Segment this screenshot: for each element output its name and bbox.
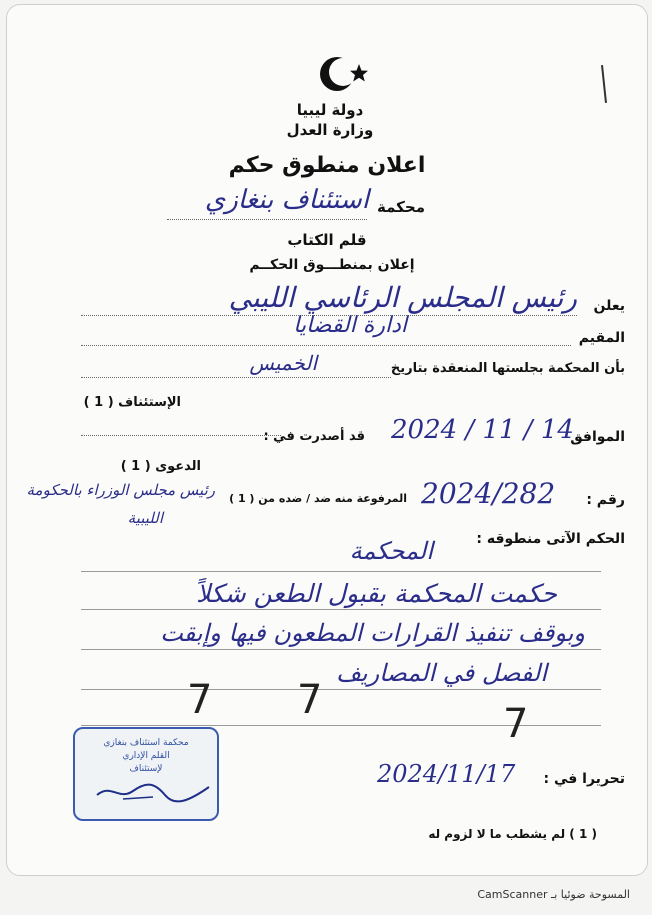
filed-value-2: الليبية	[127, 509, 163, 527]
stamp-line: القلم الإداري	[122, 751, 170, 761]
court-stamp	[73, 727, 219, 821]
signature-icon	[93, 779, 213, 803]
closing-mark-icon: 7	[503, 701, 529, 747]
corresponding-label: الموافق	[570, 429, 625, 445]
residence-label: المقيم	[578, 330, 625, 346]
document-page	[6, 4, 648, 876]
filed-value-1: رئيس مجلس الوزراء بالحكومة	[26, 481, 215, 499]
written-label: تحريرا في :	[543, 771, 625, 787]
ruling-line-1: حكمت المحكمة بقبول الطعن شكلاً	[196, 579, 557, 608]
state-name: دولة ليبيا	[296, 101, 364, 119]
issued-label: قد أصدرت في :	[263, 429, 365, 444]
department-name: قلم الكتاب	[287, 231, 367, 249]
crescent-star-emblem-icon	[313, 53, 375, 95]
page-title: اعلان منطوق حكم	[228, 153, 426, 178]
scanner-watermark: المسوحة ضوئيا بـ CamScanner	[477, 888, 630, 901]
notice-subtitle: إعلان بمنطـــوق الحكــم	[249, 257, 415, 273]
session-label: بأن المحكمة بجلستها المنعقدة بتاريخ	[390, 361, 625, 376]
ministry-name: وزارة العدل	[286, 121, 374, 139]
filed-label: المرفوعة منه ضد / ضده من ( 1 )	[229, 492, 407, 505]
ruling-line-3: الفصل في المصاريف	[336, 659, 547, 687]
scanner-footer	[0, 878, 652, 915]
announces-value: رئيس المجلس الرئاسي الليبي	[228, 281, 577, 314]
court-label: محكمة	[377, 198, 425, 216]
footnote: ( 1 ) لم يشطب ما لا لزوم له	[428, 827, 597, 841]
residence-value: ادارة القضايا	[293, 313, 407, 338]
stamp-line: لإستئناف	[129, 764, 163, 774]
ruling-label: الحكم الآتى منطوقه :	[476, 531, 625, 547]
court-name-handwritten: استئناف بنغازي	[204, 185, 369, 215]
session-value: الخميس	[249, 351, 317, 375]
lawsuit-label: الدعوى ( 1 )	[120, 459, 201, 474]
stamp-line: محكمة استئناف بنغازي	[103, 738, 189, 748]
corresponding-value: 2024 / 11 / 14	[391, 415, 574, 445]
closing-mark-icon: 7	[297, 677, 323, 723]
margin-mark	[601, 65, 607, 103]
ruling-heading: المحكمة	[349, 537, 433, 565]
closing-mark-icon: 7	[187, 677, 213, 723]
ruling-line-2: وبوقف تنفيذ القرارات المطعون فيها وإبقت	[160, 619, 585, 647]
announces-label: يعلن	[593, 298, 625, 314]
appeal-label: الإستئناف ( 1 )	[83, 395, 181, 410]
number-label: رقم :	[586, 492, 625, 508]
number-value: 2024/282	[421, 477, 556, 510]
written-value: 2024/11/17	[377, 760, 516, 788]
